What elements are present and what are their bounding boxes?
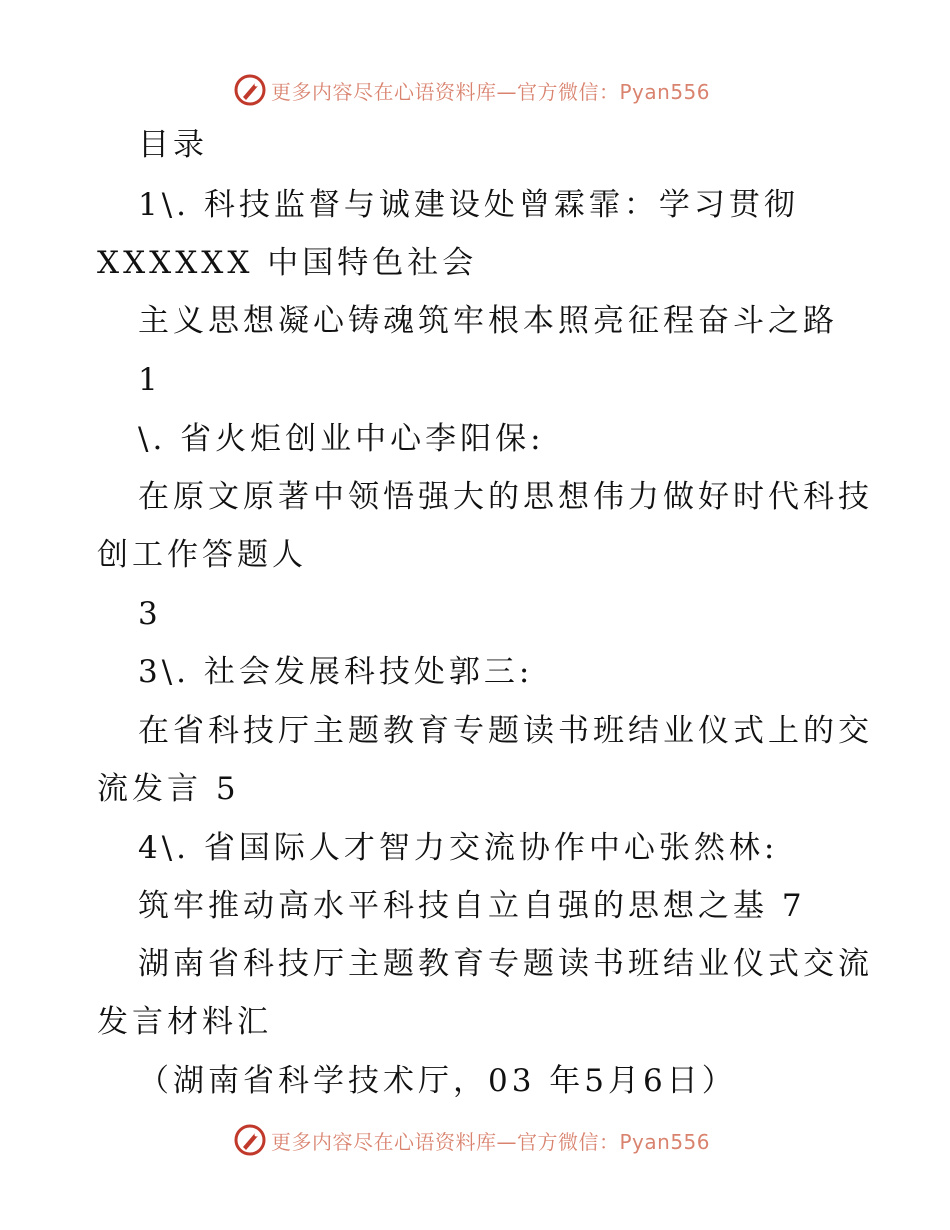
toc-entry-3-title-part2: 流发言 5: [97, 771, 240, 807]
footer-watermark: [233, 1122, 710, 1158]
toc-entry-1-title-part3: 主义思想凝心铸魂筑牢根本照亮征程奋斗之路: [138, 303, 838, 339]
toc-entry-2-title-part1: 在原文原著中领悟强大的思想伟力做好时代科技: [138, 479, 873, 515]
document-title-part1: 湖南省科技厅主题教育专题读书班结业仪式交流: [138, 946, 873, 982]
toc-entry-1-page: 1: [138, 362, 162, 398]
toc-entry-3-author: 3\. 社会发展科技处郭三:: [138, 654, 534, 690]
toc-entry-2-page: 3: [138, 596, 162, 632]
watermark-text: 更多内容尽在心语资料库—官方微信：Pyan556: [271, 1129, 711, 1154]
toc-entry-2-author: \. 省火炬创业中心李阳保:: [138, 421, 545, 457]
document-title-part2: 发言材料汇: [97, 1004, 272, 1040]
document-source-date: （湖南省科学技术厅，03 年5月6日）: [138, 1063, 737, 1099]
toc-entry-1-title-part2: XXXXXX 中国特色社会: [97, 245, 478, 281]
toc-entry-4-author: 4\. 省国际人才智力交流协作中心张然林:: [138, 830, 779, 866]
toc-heading: 目录: [138, 127, 208, 163]
toc-entry-3-title-part1: 在省科技厅主题教育专题读书班结业仪式上的交: [138, 713, 873, 749]
pen-nib-seal-icon: [233, 1123, 267, 1157]
pen-nib-seal-icon: [233, 73, 267, 107]
watermark-text: 更多内容尽在心语资料库—官方微信：Pyan556: [271, 79, 711, 104]
toc-entry-4-title: 筑牢推动高水平科技自立自强的思想之基 7: [138, 888, 806, 924]
toc-entry-1-title-part1: 1\. 科技监督与诚建设处曾霖霏：学习贯彻: [138, 187, 799, 223]
header-watermark: [233, 72, 710, 108]
toc-entry-2-title-part2: 创工作答题人: [97, 537, 307, 573]
